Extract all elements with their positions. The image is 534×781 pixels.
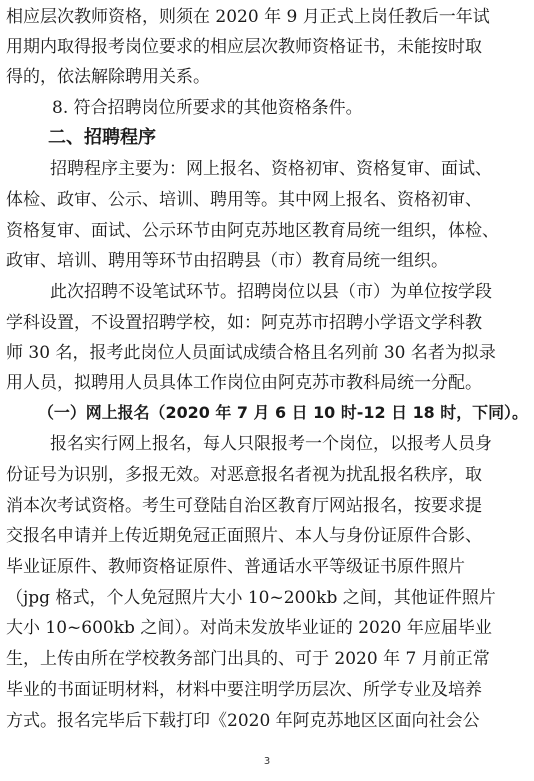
- text-line: 政审、培训、聘用等环节由招聘县（市）教育局统一组织。: [6, 251, 448, 271]
- text-line: 生，上传由所在学校教务部门出具的、可于 2020 年 7 月前正常: [6, 649, 490, 669]
- text-line: 毕业的书面证明材料，材料中要注明学历层次、所学专业及培养: [6, 680, 482, 700]
- text-line: 份证号为识别，多报无效。对恶意报名者视为扰乱报名秩序，取: [6, 465, 482, 485]
- text-line: 8. 符合招聘岗位所要求的其他资格条件。: [52, 98, 363, 118]
- text-line: 报名实行网上报名，每人只限报考一个岗位，以报考人员身: [50, 434, 492, 454]
- text-line: 体检、政审、公示、培训、聘用等。其中网上报名、资格初审、: [6, 190, 482, 210]
- text-line: 相应层次教师资格，则须在 2020 年 9 月正式上岗任教后一年试: [6, 7, 490, 27]
- text-line: 此次招聘不设笔试环节。招聘岗位以县（市）为单位按学段: [50, 282, 492, 302]
- text-line: 用期内取得报考岗位要求的相应层次教师资格证书，未能按时取: [6, 37, 482, 57]
- text-line: 毕业证原件、教师资格证原件、普通话水平等级证书原件照片: [6, 557, 465, 577]
- subsection-heading: （一）网上报名（2020 年 7 月 6 日 10 时-12 日 18 时，下同）。: [38, 403, 528, 422]
- text-line: 交报名申请并上传近期免冠正面照片、本人与身份证原件合影、: [6, 526, 482, 546]
- text-line: 师 30 名，报考此岗位人员面试成绩合格且名列前 30 名者为拟录: [6, 343, 496, 363]
- section-heading: 二、招聘程序: [48, 127, 156, 148]
- text-line: 方式。报名完毕后下载打印《2020 年阿克苏地区区面向社会公: [6, 711, 480, 731]
- text-line: 用人员，拟聘用人员具体工作岗位由阿克苏市教科局统一分配。: [6, 373, 482, 393]
- text-line: 消本次考试资格。考生可登陆自治区教育厅网站报名，按要求提: [6, 496, 482, 516]
- page-number: 3: [263, 756, 271, 767]
- text-line: 资格复审、面试、公示环节由阿克苏地区教育局统一组织，体检、: [6, 221, 499, 241]
- text-line: 大小 10~600kb 之间）。对尚未发放毕业证的 2020 年应届毕业: [6, 618, 492, 638]
- text-line: （jpg 格式，个人免冠照片大小 10~200kb 之间，其他证件照片: [6, 588, 496, 608]
- text-line: 学科设置，不设置招聘学校，如：阿克苏市招聘小学语文学科教: [6, 313, 482, 333]
- text-line: 得的，依法解除聘用关系。: [6, 67, 210, 87]
- text-line: 招聘程序主要为：网上报名、资格初审、资格复审、面试、: [50, 159, 492, 179]
